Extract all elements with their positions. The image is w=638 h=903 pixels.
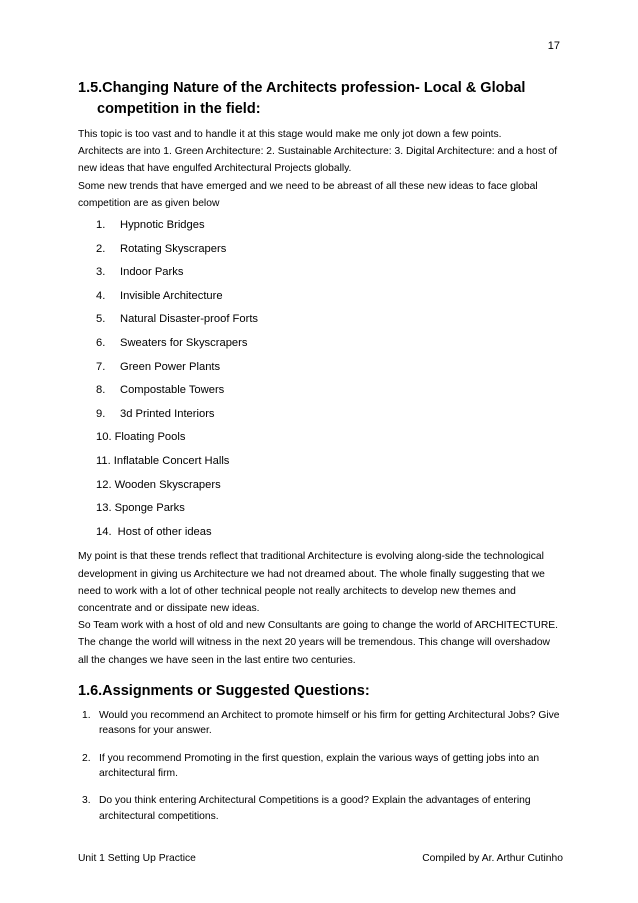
list-item <box>96 356 563 380</box>
conclusion-paragraph: So Team work with a host of old and new Consultants are going to change the world of ARCHITECTURE. The change the world will witness in the next 20 years will be tremendous. This change will overshadow all the changes we have seen in the last entire two centuries. <box>78 620 559 666</box>
list-number: 12. <box>96 478 112 491</box>
list-text: Inflatable Concert Halls <box>113 454 230 467</box>
list-text: Natural Disaster-proof Forts <box>120 313 259 326</box>
list-item <box>96 379 563 403</box>
list-item <box>96 474 563 498</box>
question-number: 2. <box>82 752 91 764</box>
list-text: Sponge Parks <box>114 502 185 515</box>
question-text: Would you recommend an Architect to promote himself or his firm for getting Architectural Jobs? Give reasons for your answer. <box>99 709 560 737</box>
section-heading-1-5: 1.5.Changing Nature of the Architects profession- Local & Global competition in the field: <box>78 80 526 117</box>
intro-paragraph: Some new trends that have emerged and we need to be abreast of all these new ideas to face global competition are as given below <box>78 180 538 209</box>
list-number: 5. <box>96 313 106 326</box>
list-number: 6. <box>96 336 106 349</box>
question-item <box>82 751 563 782</box>
list-text: Sweaters for Skyscrapers <box>120 336 248 349</box>
list-item <box>96 521 563 545</box>
list-text: Floating Pools <box>114 431 186 444</box>
list-text: 3d Printed Interiors <box>120 407 215 420</box>
question-item <box>82 708 563 739</box>
list-item <box>96 497 563 521</box>
footer-right: Compiled by Ar. Arthur Cutinho <box>422 853 563 864</box>
question-number: 1. <box>82 709 91 721</box>
list-text: Wooden Skyscrapers <box>114 478 221 491</box>
conclusion-paragraph: My point is that these trends reflect that traditional Architecture is evolving along-side the technological development in giving us Architecture we had not dreamed about. The whole finally suggesting that we need to work with a lot of other technical people not really architects to develop new themes and concentrate and or dissipate new ideas. <box>78 551 545 614</box>
list-text: Rotating Skyscrapers <box>120 242 227 255</box>
list-number: 7. <box>96 360 106 373</box>
question-item <box>82 793 563 824</box>
list-item <box>96 403 563 427</box>
list-item <box>96 285 563 309</box>
questions-list <box>82 708 563 824</box>
page-footer <box>78 853 563 864</box>
list-item <box>96 426 563 450</box>
list-text: Indoor Parks <box>120 266 184 279</box>
list-number: 1. <box>96 219 106 232</box>
page-content <box>78 78 563 836</box>
list-number: 10. <box>96 431 112 444</box>
list-item <box>96 214 563 238</box>
list-text: Invisible Architecture <box>120 289 223 302</box>
list-text: Hypnotic Bridges <box>120 219 205 232</box>
list-number: 14. <box>96 525 112 538</box>
intro-paragraph: This topic is too vast and to handle it at this stage would make me only jot down a few points. <box>78 129 502 140</box>
list-item <box>96 450 563 474</box>
list-item <box>96 308 563 332</box>
list-number: 8. <box>96 384 106 397</box>
list-item <box>96 261 563 285</box>
list-number: 4. <box>96 289 106 302</box>
footer-left: Unit 1 Setting Up Practice <box>78 853 196 864</box>
list-text: Host of other ideas <box>114 525 212 538</box>
question-text: If you recommend Promoting in the first question, explain the various ways of getting jobs into an architectural firm. <box>99 752 540 779</box>
list-item <box>96 332 563 356</box>
section-heading-1-6: 1.6.Assignments or Suggested Questions: <box>78 682 370 699</box>
list-number: 3. <box>96 266 106 279</box>
question-number: 3. <box>82 795 91 807</box>
question-text: Do you think entering Architectural Competitions is a good? Explain the advantages of entering architectural competitions. <box>99 795 531 822</box>
list-number: 9. <box>96 407 106 420</box>
list-number: 2. <box>96 242 106 255</box>
intro-paragraph: Architects are into 1. Green Architecture: 2. Sustainable Architecture: 3. Digital Architecture: and a host of new ideas that have engulfed Architectural Projects globally. <box>78 146 558 175</box>
trends-list <box>96 214 563 544</box>
list-text: Compostable Towers <box>120 384 225 397</box>
list-number: 11. <box>96 454 111 467</box>
list-number: 13. <box>96 502 112 515</box>
list-text: Green Power Plants <box>120 360 221 373</box>
list-item <box>96 238 563 262</box>
page-number: 17 <box>547 40 560 52</box>
